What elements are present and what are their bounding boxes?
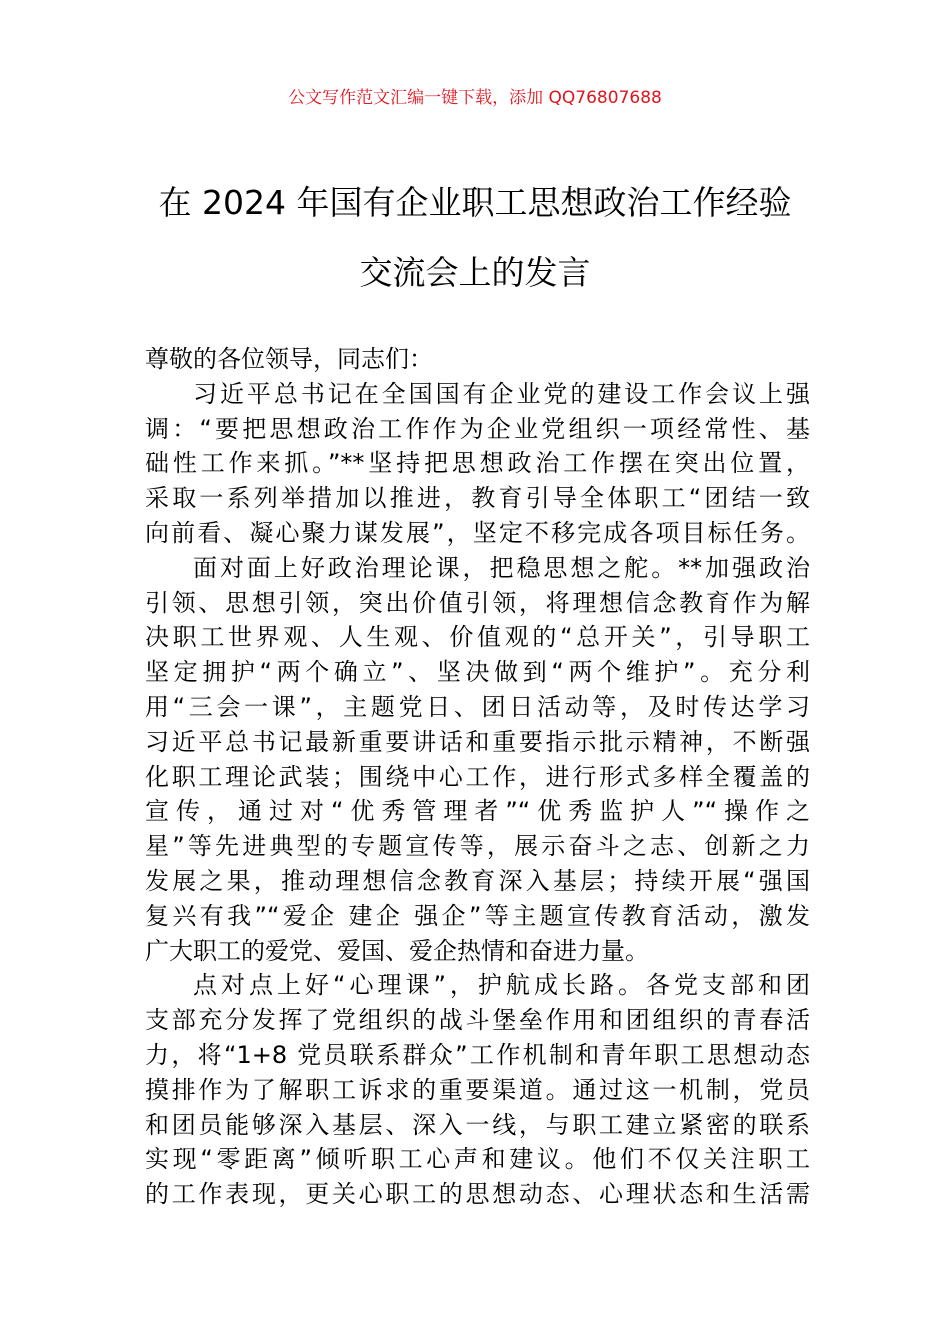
paragraph-2-line: 发展之果，推动理想信念教育深入基层；持续开展“强国 [145, 866, 810, 895]
paragraph-1-line: 采取一系列举措加以推进，教育引导全体职工“团结一致 [145, 484, 810, 513]
document-title-line-2: 交流会上的发言 [359, 253, 591, 292]
paragraph-2-line: 坚定拥护“两个确立”、坚决做到“两个维护”。充分利 [145, 658, 810, 687]
paragraph-1-line: 础性工作来抓。”**坚持把思想政治工作摆在突出位置， [145, 449, 810, 478]
paragraph-3-line: 实现“零距离”倾听职工心声和建议。他们不仅关注职工 [145, 1145, 810, 1174]
paragraph-3-line: 的工作表现，更关心职工的思想动态、心理状态和生活需 [145, 1180, 810, 1209]
salutation: 尊敬的各位领导，同志们： [145, 345, 433, 373]
paragraph-1-line: 向前看、凝心聚力谋发展”，坚定不移完成各项目标任务。 [145, 518, 810, 547]
paragraph-3-line: 摸排作为了解职工诉求的重要渠道。通过这一机制，党员 [145, 1075, 810, 1104]
download-banner: 公文写作范文汇编一键下载，添加 QQ76807688 [288, 88, 662, 108]
document-body [145, 342, 810, 1212]
paragraph-2-line: 面对面上好政治理论课，把稳思想之舵。**加强政治 [193, 553, 810, 582]
paragraph-3-line: 支部充分发挥了党组织的战斗堡垒作用和团组织的青春活 [145, 1006, 810, 1035]
document-title-line-1: 在 2024 年国有企业职工思想政治工作经验 [158, 183, 792, 222]
paragraph-2-line: 决职工世界观、人生观、价值观的“总开关”，引导职工 [145, 623, 810, 652]
paragraph-2-line: 引领、思想引领，突出价值引领，将理想信念教育作为解 [145, 588, 810, 617]
paragraph-2-line: 习近平总书记最新重要讲话和重要指示批示精神，不断强 [145, 727, 810, 756]
paragraph-2-line: 化职工理论武装；围绕中心工作，进行形式多样全覆盖的 [145, 762, 810, 791]
paragraph-2-line: 广大职工的爱党、爱国、爱企热情和奋进力量。 [145, 936, 649, 965]
paragraph-2-line: 宣传，通过对“优秀管理者”“优秀监护人”“操作之 [145, 797, 810, 826]
paragraph-3-line: 力，将“1+8 党员联系群众”工作机制和青年职工思想动态 [145, 1040, 810, 1069]
paragraph-2-line: 星”等先进典型的专题宣传等，展示奋斗之志、创新之力 [145, 832, 810, 861]
paragraph-3-line: 和团员能够深入基层、深入一线，与职工建立紧密的联系 [145, 1110, 810, 1139]
paragraph-1-line: 调：“要把思想政治工作作为企业党组织一项经常性、基 [145, 414, 810, 443]
paragraph-2-line: 复兴有我”“爱企 建企 强企”等主题宣传教育活动，激发 [145, 901, 810, 930]
paragraph-1-line: 习近平总书记在全国国有企业党的建设工作会议上强 [193, 379, 810, 408]
paragraph-2-line: 用“三会一课”，主题党日、团日活动等，及时传达学习 [145, 692, 810, 721]
paragraph-3-line: 点对点上好“心理课”，护航成长路。各党支部和团 [193, 971, 810, 1000]
